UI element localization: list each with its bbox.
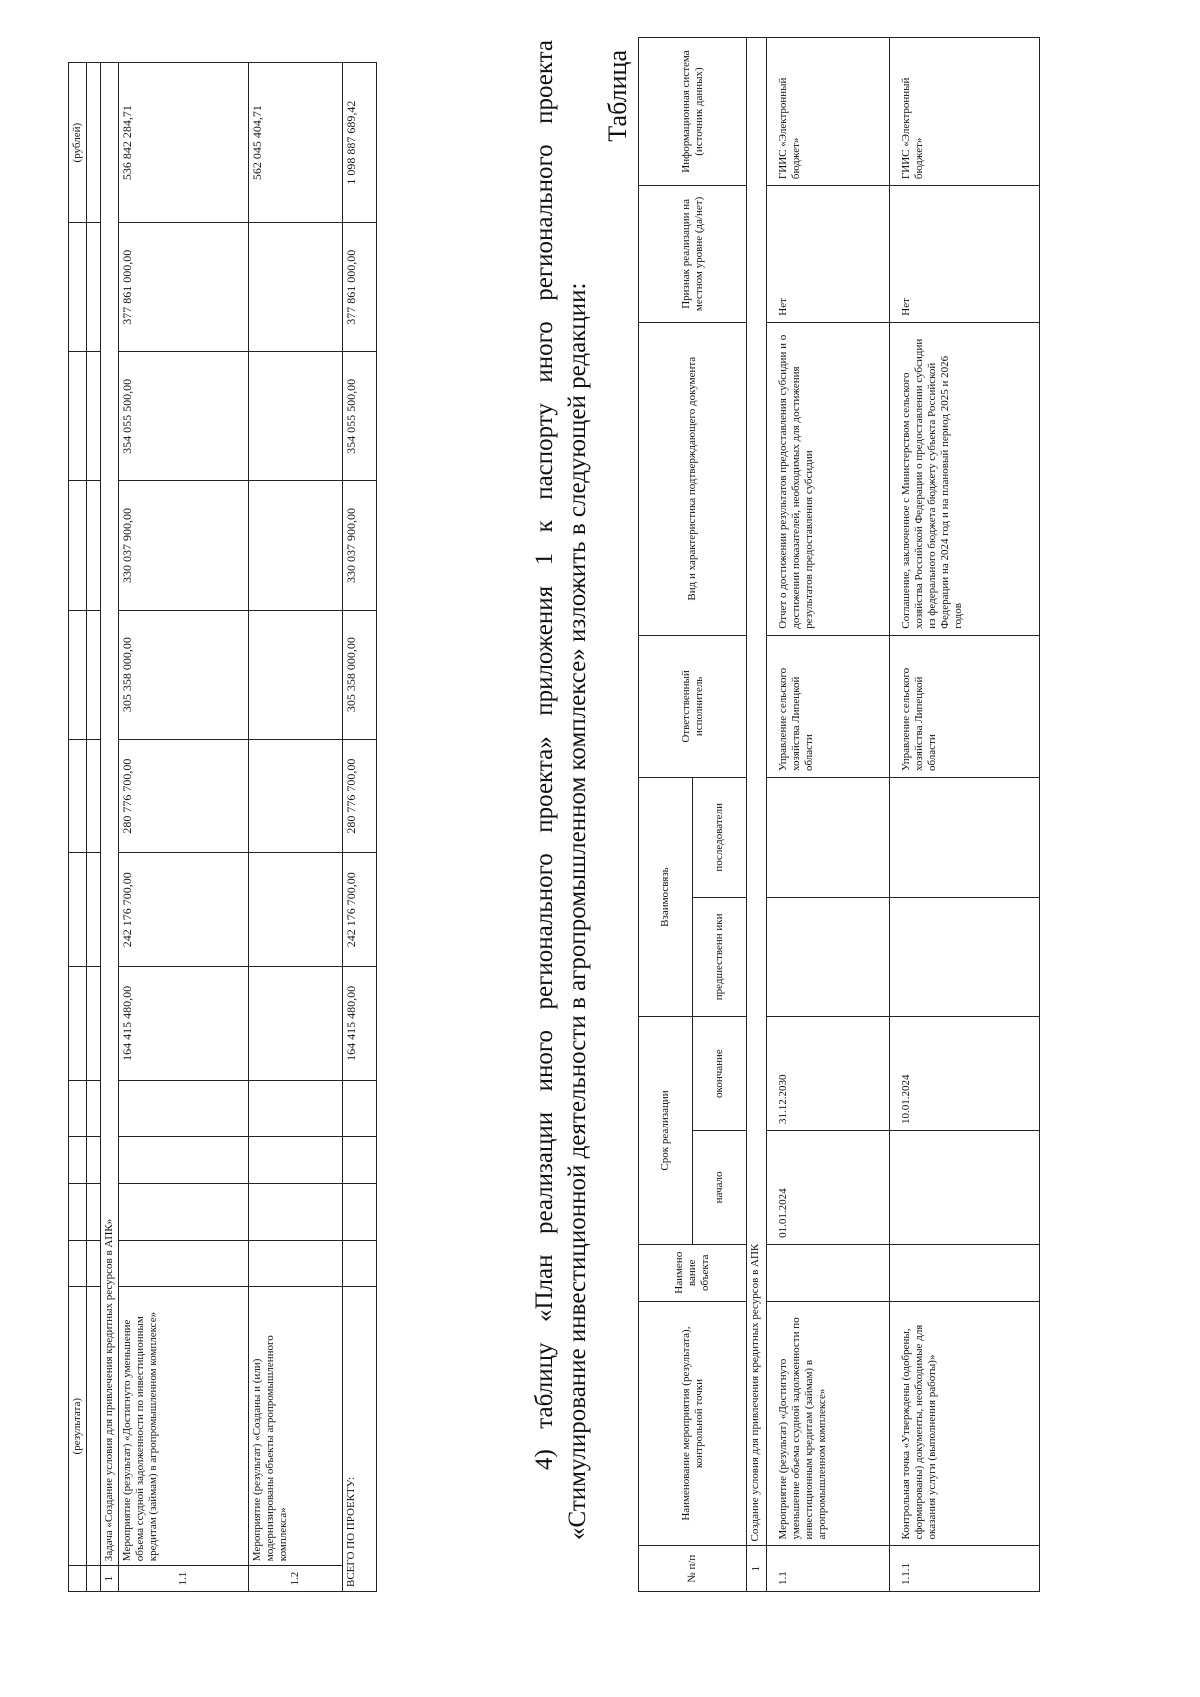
amendment-text: 4) таблицу «План реализации иного регионального проекта» приложения 1 к паспорту иного регионального проекта «Стимулирование инвестиционной деятельности в агропромышленном комплексе» изложить в следующей редакции: bbox=[531, 40, 591, 1540]
value-cell: 280 776 700,00 bbox=[119, 739, 249, 853]
header-name: Наименование мероприятия (результата), контрольной точки bbox=[639, 1301, 747, 1546]
row-name: Мероприятие (результат) «Достигнуто уменьшение объема ссудной задолженности по инвестиционным кредитам (займам) в агропромышленном комплексе» bbox=[767, 1301, 890, 1546]
row-successors bbox=[767, 778, 890, 898]
total-label: ВСЕГО ПО ПРОЕКТУ: bbox=[343, 1287, 377, 1592]
header-period: Срок реализации bbox=[639, 1017, 693, 1245]
unit-label: (рублей) bbox=[69, 63, 87, 223]
section-number: 1 bbox=[747, 1546, 767, 1592]
total-value: 164 415 480,00 bbox=[343, 967, 377, 1081]
row-predecessors bbox=[890, 897, 1040, 1017]
value-cell bbox=[249, 352, 343, 481]
value-cell: 305 358 000,00 bbox=[119, 610, 249, 739]
value-cell: 562 045 404,71 bbox=[249, 63, 343, 223]
header-successors: последователи bbox=[693, 778, 747, 898]
total-value: 330 037 900,00 bbox=[343, 481, 377, 610]
row-system: ГИИС «Электронный бюджет» bbox=[890, 38, 1040, 186]
header-document: Вид и характеристика подтверждающего документа bbox=[639, 322, 747, 635]
row-executor: Управление сельского хозяйства Липецкой области bbox=[767, 635, 890, 777]
header-local: Признак реализации на местном уровне (да/нет) bbox=[639, 186, 747, 323]
row-start bbox=[890, 1130, 1040, 1244]
header-executor: Ответственный исполнитель bbox=[639, 635, 747, 777]
header-end: окончание bbox=[693, 1017, 747, 1131]
plan-table bbox=[638, 37, 1040, 1592]
row-end: 31.12.2030 bbox=[767, 1017, 890, 1131]
row-local: Нет bbox=[890, 186, 1040, 323]
total-value: 280 776 700,00 bbox=[343, 739, 377, 853]
header-predecessors: предшественн ики bbox=[693, 897, 747, 1017]
row-name: Контрольная точка «Утверждены (одобрены, сформированы) документы, необходимые для оказания услуги (выполнения работы)» bbox=[890, 1301, 1040, 1546]
row-end: 10.01.2024 bbox=[890, 1017, 1040, 1131]
header-object: Наимено вание объекта bbox=[639, 1244, 747, 1301]
value-cell: 242 176 700,00 bbox=[119, 853, 249, 967]
row-number: 1.1.1 bbox=[890, 1546, 1040, 1592]
row-successors bbox=[890, 778, 1040, 898]
value-cell bbox=[249, 739, 343, 853]
amendment-paragraph bbox=[528, 40, 594, 1540]
value-cell bbox=[249, 610, 343, 739]
row-number: 1.1 bbox=[767, 1546, 890, 1592]
row-object bbox=[767, 1244, 890, 1301]
row-local: Нет bbox=[767, 186, 890, 323]
budget-table bbox=[68, 62, 377, 1592]
value-cell bbox=[249, 967, 343, 1081]
row-object bbox=[890, 1244, 1040, 1301]
value-cell: 354 055 500,00 bbox=[119, 352, 249, 481]
header-start: начало bbox=[693, 1130, 747, 1244]
header-system: Информационная система (источник данных) bbox=[639, 38, 747, 186]
table-caption: Таблица bbox=[603, 50, 632, 142]
header-num: № п/п bbox=[639, 1546, 747, 1592]
row-name: Мероприятие (результат) «Созданы и (или) модернизированы объекты агропромышленного комплекса» bbox=[249, 1287, 343, 1566]
value-cell bbox=[249, 481, 343, 610]
section-title: Создание условия для привлечения кредитных ресурсов в АПК bbox=[747, 38, 767, 1546]
total-value: 1 098 887 689,42 bbox=[343, 63, 377, 223]
total-value: 242 176 700,00 bbox=[343, 853, 377, 967]
value-cell: 330 037 900,00 bbox=[119, 481, 249, 610]
header-fragment: (результата) bbox=[69, 1287, 87, 1566]
total-value: 377 861 000,00 bbox=[343, 223, 377, 352]
row-start: 01.01.2024 bbox=[767, 1130, 890, 1244]
row-executor: Управление сельского хозяйства Липецкой области bbox=[890, 635, 1040, 777]
value-cell: 377 861 000,00 bbox=[119, 223, 249, 352]
row-document: Соглашение, заключенное с Министерством сельского хозяйства Российской Федерации о предоставлении субсидии из федерального бюджета бюджету субъекта Российской Федерации на 2024 год и на плановый период 2025 и 2026 годов bbox=[890, 322, 1040, 635]
total-value: 354 055 500,00 bbox=[343, 352, 377, 481]
row-name: Мероприятие (результат) «Достигнуто уменьшение объема ссудной задолженности по инвестиционным кредитам (займам) в агропромышленном комплексе» bbox=[119, 1287, 249, 1566]
value-cell: 536 842 284,71 bbox=[119, 63, 249, 223]
row-predecessors bbox=[767, 897, 890, 1017]
row-number: 1.2 bbox=[249, 1566, 343, 1592]
task-title: Задача «Создание условия для привлечения кредитных ресурсов в АПК» bbox=[101, 63, 119, 1566]
value-cell bbox=[249, 223, 343, 352]
task-number: 1 bbox=[101, 1566, 119, 1592]
document-page bbox=[40, 40, 1140, 1640]
row-number: 1.1 bbox=[119, 1566, 249, 1592]
row-system: ГИИС «Электронный бюджет» bbox=[767, 38, 890, 186]
total-value: 305 358 000,00 bbox=[343, 610, 377, 739]
header-links: Взаимосвязь bbox=[639, 778, 693, 1017]
value-cell: 164 415 480,00 bbox=[119, 967, 249, 1081]
value-cell bbox=[249, 853, 343, 967]
row-document: Отчет о достижении результатов предоставления субсидии и о достижении показателей, необходимых для достижения результатов предоставления субсидии bbox=[767, 322, 890, 635]
